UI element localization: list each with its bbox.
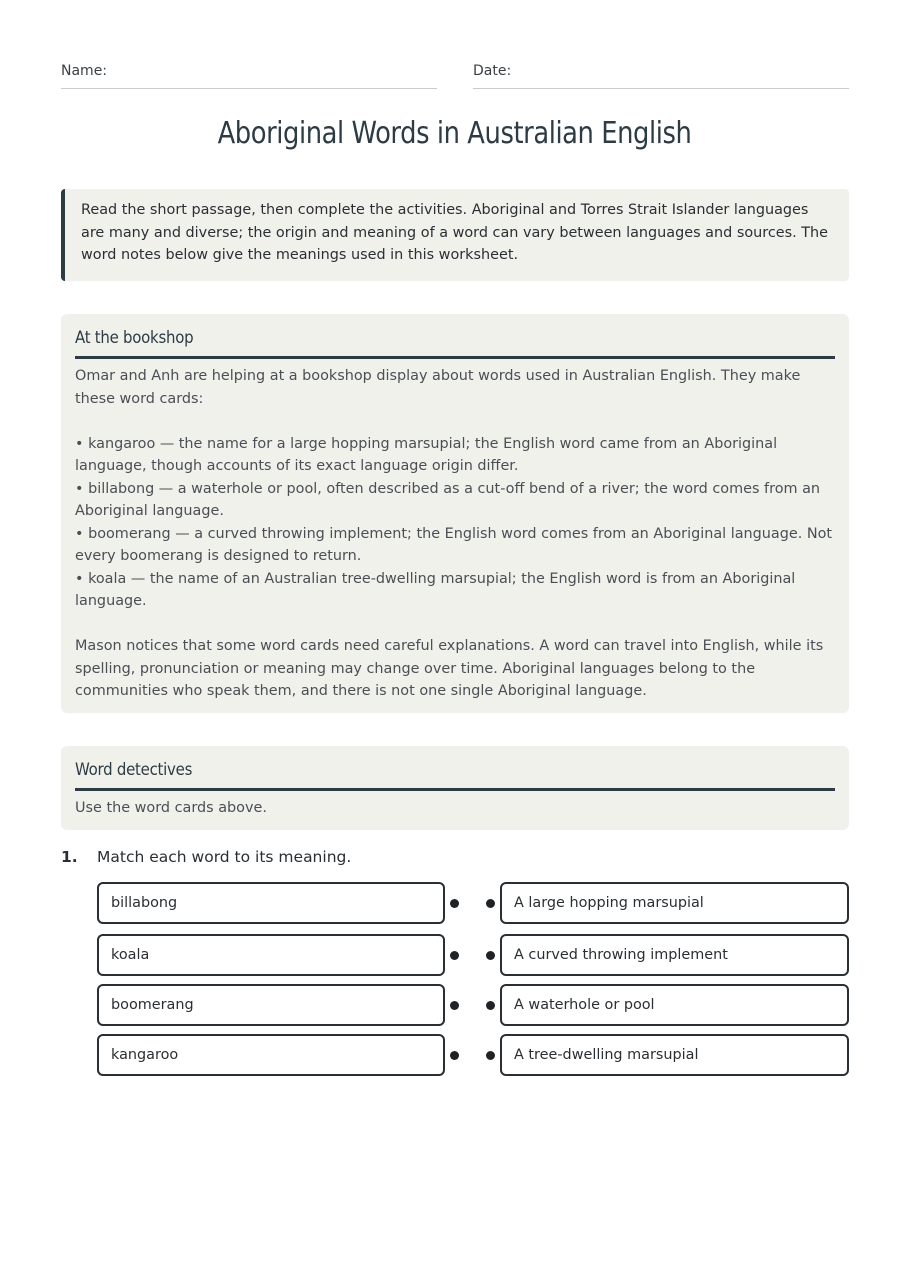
bookshop-header: [75, 314, 835, 359]
word-connector-dot[interactable]: [450, 1001, 459, 1010]
word-connector-dot[interactable]: [450, 1051, 459, 1060]
student-info-row: [61, 60, 849, 88]
meaning-box[interactable]: A waterhole or pool: [500, 984, 849, 1026]
detectives-instruction: Use the word cards above.: [75, 800, 267, 816]
date-field[interactable]: [473, 60, 849, 89]
intro-text: Read the short passage, then complete the activities. Aboriginal and Torres Strait Islander languages are many and diverse; the origin and meaning of a word can vary between languages and sources. The word notes below give the meanings used in this worksheet.: [81, 202, 829, 263]
match-row: [97, 1034, 849, 1076]
meaning-connector-dot[interactable]: [486, 1051, 495, 1060]
detectives-heading: Word detectives: [75, 760, 193, 780]
word-connector-dot[interactable]: [450, 899, 459, 908]
meaning-connector-dot[interactable]: [486, 899, 495, 908]
word-box[interactable]: koala: [97, 934, 445, 976]
detectives-body: [75, 791, 835, 820]
question-prompt: Match each word to its meaning.: [97, 848, 352, 866]
detectives-panel: [61, 746, 849, 830]
meaning-box[interactable]: A large hopping marsupial: [500, 882, 849, 924]
word-box[interactable]: kangaroo: [97, 1034, 445, 1076]
question-number: 1.: [61, 848, 78, 866]
word-connector-dot[interactable]: [450, 951, 459, 960]
date-label: Date:: [473, 63, 512, 79]
detectives-header: [75, 746, 835, 791]
word-box[interactable]: billabong: [97, 882, 445, 924]
word-box[interactable]: boomerang: [97, 984, 445, 1026]
bookshop-heading: At the bookshop: [75, 328, 194, 348]
intro-callout: [61, 189, 849, 281]
meaning-box[interactable]: A tree-dwelling marsupial: [500, 1034, 849, 1076]
name-field[interactable]: [61, 60, 437, 89]
name-label: Name:: [61, 63, 108, 79]
worksheet-title: Aboriginal Words in Australian English: [217, 116, 692, 151]
bookshop-panel: [61, 314, 849, 713]
bookshop-closing: Mason notices that some word cards need careful explanations. A word can travel into English, while its spelling, pronunciation or meaning may change over time. Aboriginal languages belong to the communities who speak them, and there is not one single Aboriginal language.: [75, 638, 824, 699]
match-row: [97, 882, 849, 924]
meaning-connector-dot[interactable]: [486, 951, 495, 960]
bookshop-body: [75, 359, 835, 703]
word-card-koala: • koala — the name of an Australian tree-dwelling marsupial; the English word is from an Aboriginal language.: [75, 570, 796, 609]
word-card-boomerang: • boomerang — a curved throwing implement; the English word comes from an Aboriginal language. Not every boomerang is designed to return.: [75, 525, 833, 564]
match-row: [97, 984, 849, 1026]
bookshop-lead: Omar and Anh are helping at a bookshop display about words used in Australian English. They make these word cards:: [75, 368, 801, 407]
meaning-connector-dot[interactable]: [486, 1001, 495, 1010]
word-card-billabong: • billabong — a waterhole or pool, often described as a cut-off bend of a river; the word comes from an Aboriginal language.: [75, 480, 821, 519]
match-row: [97, 934, 849, 976]
meaning-box[interactable]: A curved throwing implement: [500, 934, 849, 976]
word-card-kangaroo: • kangaroo — the name for a large hopping marsupial; the English word came from an Aboriginal language, though accounts of its exact language origin differ.: [75, 435, 778, 474]
